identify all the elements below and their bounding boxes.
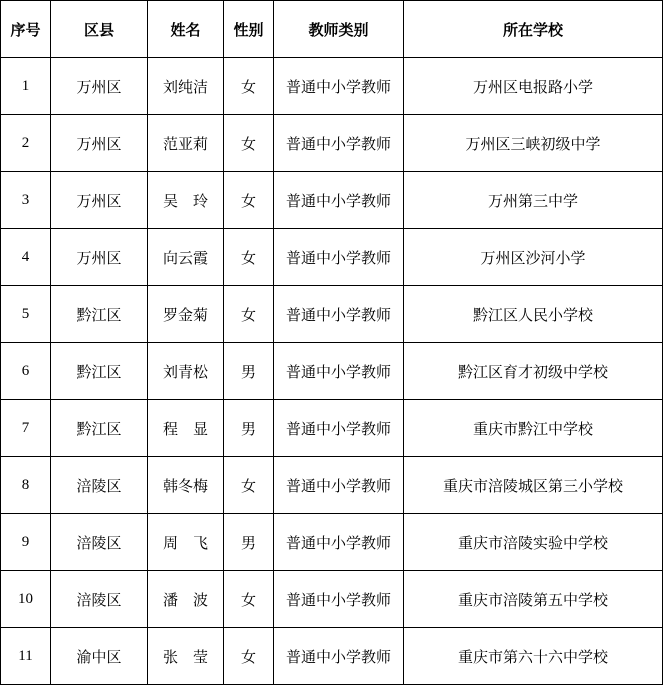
cell-county: 黔江区	[51, 400, 148, 457]
header-no: 序号	[1, 1, 51, 58]
cell-school: 重庆市涪陵实验中学校	[404, 514, 663, 571]
cell-county: 涪陵区	[51, 514, 148, 571]
cell-no: 11	[1, 628, 51, 685]
cell-name: 吴 玲	[148, 172, 224, 229]
cell-county: 黔江区	[51, 343, 148, 400]
header-name: 姓名	[148, 1, 224, 58]
cell-no: 2	[1, 115, 51, 172]
cell-gender: 女	[224, 58, 274, 115]
cell-name: 刘青松	[148, 343, 224, 400]
cell-name: 刘纯洁	[148, 58, 224, 115]
cell-county: 渝中区	[51, 628, 148, 685]
cell-gender: 女	[224, 115, 274, 172]
cell-teacher-type: 普通中小学教师	[274, 628, 404, 685]
table-row	[1, 58, 663, 115]
table-row	[1, 229, 663, 286]
cell-gender: 女	[224, 172, 274, 229]
cell-name: 范亚莉	[148, 115, 224, 172]
cell-school: 重庆市涪陵城区第三小学校	[404, 457, 663, 514]
cell-gender: 男	[224, 400, 274, 457]
cell-name: 程 显	[148, 400, 224, 457]
cell-no: 4	[1, 229, 51, 286]
cell-teacher-type: 普通中小学教师	[274, 58, 404, 115]
cell-gender: 女	[224, 286, 274, 343]
table-row	[1, 514, 663, 571]
cell-no: 5	[1, 286, 51, 343]
cell-name: 韩冬梅	[148, 457, 224, 514]
header-gender: 性别	[224, 1, 274, 58]
cell-county: 黔江区	[51, 286, 148, 343]
cell-teacher-type: 普通中小学教师	[274, 514, 404, 571]
cell-teacher-type: 普通中小学教师	[274, 457, 404, 514]
cell-teacher-type: 普通中小学教师	[274, 343, 404, 400]
cell-county: 涪陵区	[51, 571, 148, 628]
table-row	[1, 172, 663, 229]
cell-school: 重庆市第六十六中学校	[404, 628, 663, 685]
header-teacher-type: 教师类别	[274, 1, 404, 58]
header-county: 区县	[51, 1, 148, 58]
cell-school: 万州区电报路小学	[404, 58, 663, 115]
cell-no: 3	[1, 172, 51, 229]
cell-teacher-type: 普通中小学教师	[274, 229, 404, 286]
cell-name: 潘 波	[148, 571, 224, 628]
table-row	[1, 343, 663, 400]
cell-name: 周 飞	[148, 514, 224, 571]
table-row	[1, 571, 663, 628]
header-row	[1, 1, 663, 58]
cell-gender: 男	[224, 343, 274, 400]
table-row	[1, 628, 663, 685]
cell-school: 黔江区育才初级中学校	[404, 343, 663, 400]
cell-no: 8	[1, 457, 51, 514]
cell-gender: 女	[224, 628, 274, 685]
cell-county: 万州区	[51, 172, 148, 229]
cell-county: 涪陵区	[51, 457, 148, 514]
cell-teacher-type: 普通中小学教师	[274, 571, 404, 628]
cell-county: 万州区	[51, 229, 148, 286]
cell-name: 张 莹	[148, 628, 224, 685]
cell-teacher-type: 普通中小学教师	[274, 286, 404, 343]
table-row	[1, 115, 663, 172]
cell-no: 9	[1, 514, 51, 571]
cell-gender: 女	[224, 457, 274, 514]
table-row	[1, 400, 663, 457]
cell-teacher-type: 普通中小学教师	[274, 172, 404, 229]
cell-school: 黔江区人民小学校	[404, 286, 663, 343]
cell-school: 万州第三中学	[404, 172, 663, 229]
cell-county: 万州区	[51, 58, 148, 115]
cell-no: 7	[1, 400, 51, 457]
table-row	[1, 457, 663, 514]
cell-school: 万州区沙河小学	[404, 229, 663, 286]
cell-gender: 女	[224, 229, 274, 286]
header-school: 所在学校	[404, 1, 663, 58]
cell-gender: 女	[224, 571, 274, 628]
cell-school: 万州区三峡初级中学	[404, 115, 663, 172]
cell-teacher-type: 普通中小学教师	[274, 400, 404, 457]
cell-no: 1	[1, 58, 51, 115]
table-row	[1, 286, 663, 343]
cell-no: 10	[1, 571, 51, 628]
cell-teacher-type: 普通中小学教师	[274, 115, 404, 172]
cell-school: 重庆市涪陵第五中学校	[404, 571, 663, 628]
cell-school: 重庆市黔江中学校	[404, 400, 663, 457]
cell-no: 6	[1, 343, 51, 400]
cell-county: 万州区	[51, 115, 148, 172]
cell-gender: 男	[224, 514, 274, 571]
cell-name: 向云霞	[148, 229, 224, 286]
cell-name: 罗金菊	[148, 286, 224, 343]
